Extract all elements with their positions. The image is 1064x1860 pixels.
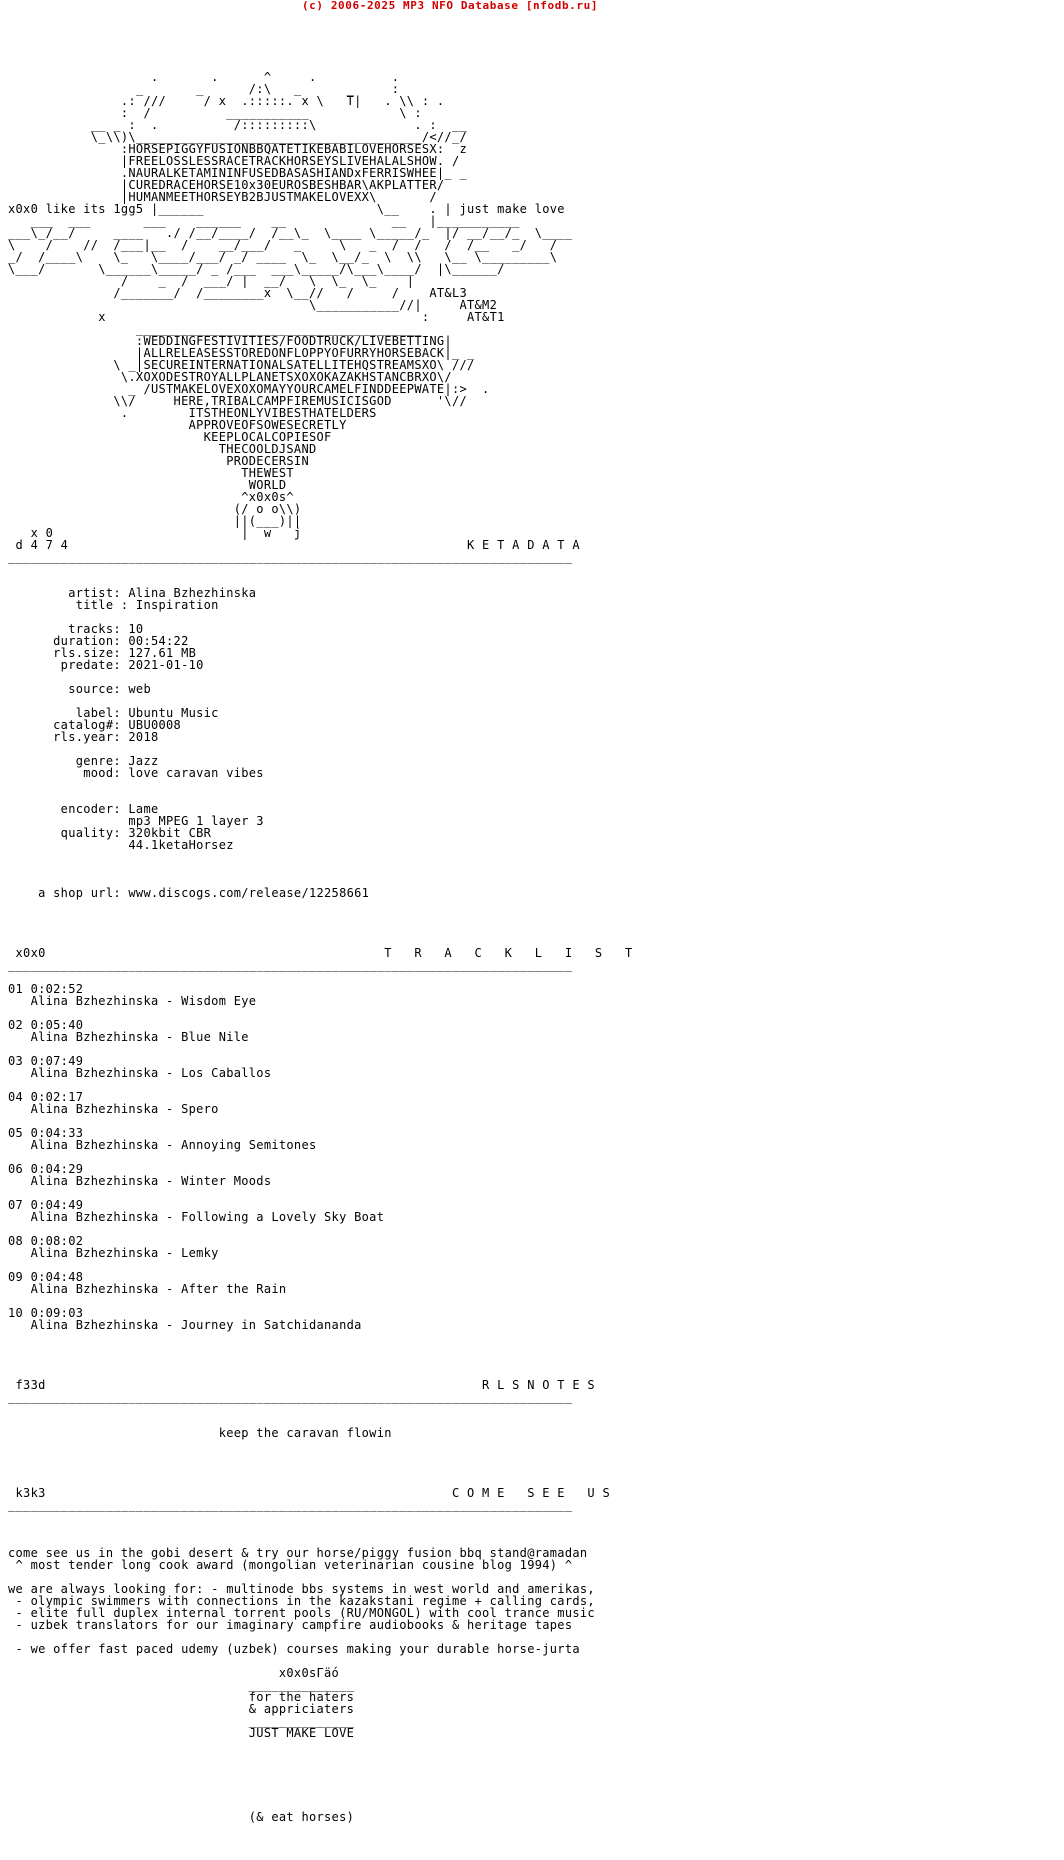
nfo-line: Alina Bzhezhinska - Spero	[8, 1102, 219, 1116]
nfo-line: ||(___)||	[8, 514, 302, 528]
nfo-line: tracks: 10	[8, 622, 144, 636]
nfo-line: 03 0:07:49	[8, 1054, 84, 1068]
nfo-line: \_\\)\______________________________________/<//_/	[8, 130, 468, 144]
nfo-line: mp3 MPEG 1 layer 3	[8, 814, 264, 828]
nfo-line: quality: 320kbit CBR	[8, 826, 212, 840]
nfo-line: WORLD	[8, 478, 287, 492]
nfo-line: ___________________________________________________________________________	[8, 1498, 573, 1512]
nfo-line: .: /// / x .:::::. x \ T| . \\ : .	[8, 94, 445, 108]
nfo-line: Alina Bzhezhinska - After the Rain	[8, 1282, 287, 1296]
nfo-line: _ _ /:\ _ _ :	[8, 82, 400, 96]
nfo-line: genre: Jazz	[8, 754, 159, 768]
nfo-line: ___\_/__/ ____ ./ /__/____/ /__\_ \____ \_____/_ |/ __/__/_ \____	[8, 226, 573, 240]
nfo-line: \ / // /___|__ / __/___/ _ \ _ / / / /__ _/ /	[8, 238, 558, 252]
nfo-line: artist: Alina Bzhezhinska	[8, 586, 257, 600]
nfo-line: x0x0 T R A C K L I S T	[8, 946, 633, 960]
nfo-line: ___________________________________________________________________________	[8, 550, 573, 564]
nfo-line: (/ o o\\)	[8, 502, 302, 516]
nfo-line: for the haters	[8, 1690, 355, 1704]
nfo-line: 01 0:02:52	[8, 982, 84, 996]
nfo-line: x0x0sГäó	[8, 1666, 340, 1680]
nfo-line: 06 0:04:29	[8, 1162, 84, 1176]
nfo-line: d 4 7 4 K E T A D A T A	[8, 538, 580, 552]
nfo-line: THECOOLDJSAND	[8, 442, 317, 456]
nfo-line: \\/ HERE,TRIBALCAMPFIREMUSICISGOD '\//	[8, 394, 468, 408]
nfo-line: Alina Bzhezhinska - Los Caballos	[8, 1066, 272, 1080]
nfo-line: Alina Bzhezhinska - Winter Moods	[8, 1174, 272, 1188]
nfo-line: THEWEST	[8, 466, 294, 480]
nfo-line: \___________//| AT&M2	[8, 298, 498, 312]
nfo-line: mood: love caravan vibes	[8, 766, 264, 780]
nfo-line: Alina Bzhezhinska - Wisdom Eye	[8, 994, 257, 1008]
nfo-line: __ _ : . /:::::::::\ . : __	[8, 118, 468, 132]
nfo-line: \___/ \______\_____/ _ /___ ___\_____/\___\____/ |\______/	[8, 262, 505, 276]
nfo-line: ___________________________________________________________________________	[8, 1390, 573, 1404]
nfo-line: 09 0:04:48	[8, 1270, 84, 1284]
nfo-line: catalog#: UBU0008	[8, 718, 182, 732]
nfo-line: _/ /____\ \_ \____/___/ _/ ____ \_ \__/_ \ \\ \__ \_________\	[8, 250, 558, 264]
nfo-line: come see us in the gobi desert & try our horse/piggy fusion bbq stand@ramadan	[8, 1546, 588, 1560]
nfo-line: Alina Bzhezhinska - Lemky	[8, 1246, 219, 1260]
nfo-line: 02 0:05:40	[8, 1018, 84, 1032]
nfo-line: Alina Bzhezhinska - Journey in Satchidananda	[8, 1318, 362, 1332]
nfo-line: _ /USTMAKELOVEXOXOMAYYOURCAMELFINDDEEPWATE|:> .	[8, 382, 490, 396]
nfo-line: : / ___________ \ :	[8, 106, 422, 120]
nfo-line: 08 0:08:02	[8, 1234, 84, 1248]
nfo-line: ^ most tender long cook award (mongolian veterinarian cousine blog 1994) ^	[8, 1558, 573, 1572]
nfo-line: encoder: Lame	[8, 802, 159, 816]
nfo-line: title : Inspiration	[8, 598, 219, 612]
nfo-line: Alina Bzhezhinska - Annoying Semitones	[8, 1138, 317, 1152]
nfo-line: \ _|SECUREINTERNATIONALSATELLITEHQSTREAMSXO\ ///	[8, 358, 475, 372]
nfo-line: duration: 00:54:22	[8, 634, 189, 648]
nfo-line: ______________________________________	[8, 322, 422, 336]
nfo-line: 10 0:09:03	[8, 1306, 84, 1320]
nfo-line: ___ ___ ___ ______ __ __ |___________	[8, 214, 520, 228]
nfo-line: (& eat horses)	[8, 1810, 355, 1824]
nfo-line: |FREELOSSLESSRACETRACKHORSEYSLIVEHALALSHOW. /	[8, 154, 460, 168]
nfo-line: . ITSTHEONLYVIBESTHATELDERS	[8, 406, 377, 420]
nfo-line: :HORSEPIGGYFUSIONBBQATETIKEBABILOVEHORSESX: z	[8, 142, 468, 156]
nfo-line: - olympic swimmers with connections in the kazakstani regime + calling cards,	[8, 1594, 595, 1608]
site-copyright-banner: (c) 2006-2025 MP3 NFO Database [nfodb.ru]	[301, 0, 599, 12]
nfo-line: :WEDDINGFESTIVITIES/FOODTRUCK/LIVEBETTING|	[8, 334, 452, 348]
nfo-line: - elite full duplex internal torrent pools (RU/MONGOL) with cool trance music	[8, 1606, 595, 1620]
nfo-line: ^x0x0s^	[8, 490, 294, 504]
nfo-line: x0x0 like its 1gg5 |______ \__ . | just make love	[8, 202, 565, 216]
nfo-line: APPROVEOFSOWESECRETLY	[8, 418, 347, 432]
nfo-line: |CUREDRACEHORSE10x30EUROSBESHBAR\AKPLATTER/	[8, 178, 445, 192]
nfo-line: - uzbek translators for our imaginary campfire audiobooks & heritage tapes	[8, 1618, 573, 1632]
nfo-line: f33d R L S N O T E S	[8, 1378, 595, 1392]
nfo-line: we are always looking for: - multinode bbs systems in west world and amerikas,	[8, 1582, 595, 1596]
nfo-line: /_______/ /________x \__// / / AT&L3	[8, 286, 468, 300]
nfo-line: 05 0:04:33	[8, 1126, 84, 1140]
nfo-line: label: Ubuntu Music	[8, 706, 219, 720]
nfo-line: Alina Bzhezhinska - Following a Lovely Sky Boat	[8, 1210, 385, 1224]
nfo-line: |HUMANMEETHORSEYB2BJUSTMAKELOVEXX\ /	[8, 190, 437, 204]
nfo-line: JUST MAKE LOVE	[8, 1726, 355, 1740]
nfo-line: ___________________________________________________________________________	[8, 958, 573, 972]
nfo-line: source: web	[8, 682, 151, 696]
nfo-line: .NAURALKETAMININFUSEDBASASHIANDxFERRISWHEE|_ _	[8, 166, 468, 180]
nfo-line: x : AT&T1	[8, 310, 505, 324]
nfo-line: rls.year: 2018	[8, 730, 159, 744]
nfo-line: predate: 2021-01-10	[8, 658, 204, 672]
nfo-line: a shop url: www.discogs.com/release/12258661	[8, 886, 370, 900]
nfo-line: Alina Bzhezhinska - Blue Nile	[8, 1030, 249, 1044]
nfo-line: . . ^ . .	[8, 70, 400, 84]
nfo-line: 07 0:04:49	[8, 1198, 84, 1212]
nfo-line: x 0 | w j	[8, 526, 302, 540]
nfo-line: ______________	[8, 1714, 355, 1728]
nfo-line: ______________	[8, 1678, 355, 1692]
nfo-line: \.XOXODESTROYALLPLANETSXOXOKAZAKHSTANCBRXO\/	[8, 370, 452, 384]
nfo-line: keep the caravan flowin	[8, 1426, 392, 1440]
nfo-line: |ALLRELEASESSTOREDONFLOPPYOFURRYHORSEBACK|_ _	[8, 346, 475, 360]
nfo-line: 44.1ketaHorsez	[8, 838, 234, 852]
nfo-line: rls.size: 127.61 MB	[8, 646, 197, 660]
nfo-line: / _ / ___/ | __/ \ \_ \_ |	[8, 274, 415, 288]
nfo-text	[8, 71, 633, 1823]
nfo-line: k3k3 C O M E S E E U S	[8, 1486, 610, 1500]
nfo-line: - we offer fast paced udemy (uzbek) courses making your durable horse-jurta	[8, 1642, 580, 1656]
nfo-line: & appriciaters	[8, 1702, 355, 1716]
nfo-line: KEEPLOCALCOPIESOF	[8, 430, 332, 444]
nfo-line: PRODECERSIN	[8, 454, 309, 468]
nfo-line: 04 0:02:17	[8, 1090, 84, 1104]
